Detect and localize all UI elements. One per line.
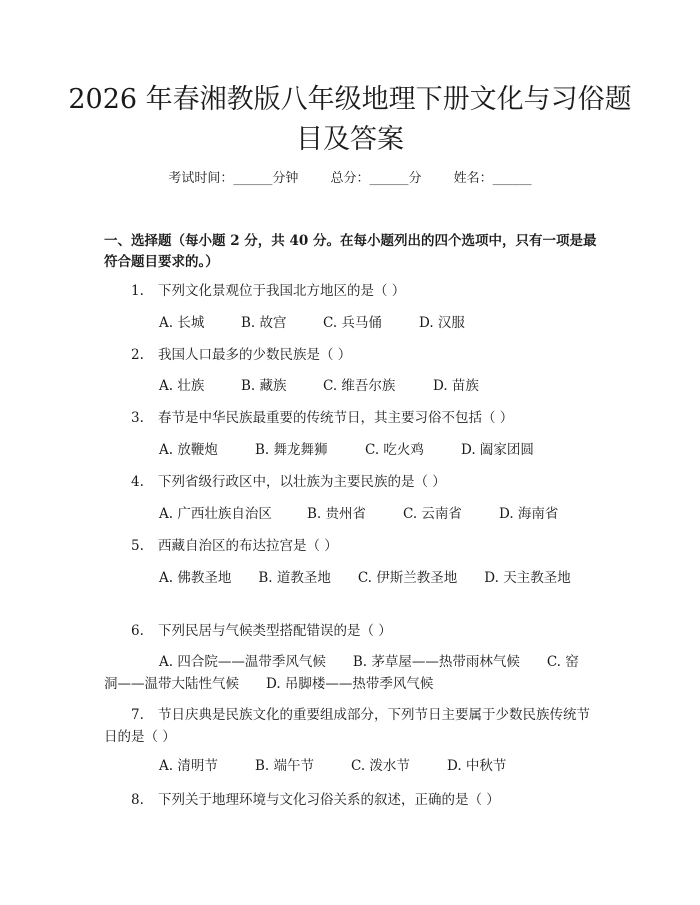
option: D. 阖家团圆	[461, 442, 534, 458]
option: C. 云南省	[403, 506, 462, 522]
question-text: 西藏自治区的布达拉宫是（ ）	[158, 538, 338, 554]
option: D. 海南省	[499, 506, 559, 522]
question-6	[131, 621, 611, 641]
options-3	[159, 440, 609, 460]
exam-meta	[0, 170, 700, 188]
question-number: 4.	[131, 474, 144, 490]
question-number: 5.	[131, 538, 144, 554]
question-number: 3.	[131, 410, 144, 426]
question-text: 下列关于地理环境与文化习俗关系的叙述，正确的是（ ）	[158, 792, 500, 808]
question-3	[131, 408, 611, 428]
option: C. 兵马俑	[323, 315, 382, 331]
question-text: 节日庆典是民族文化的重要组成部分，下列节日主要属于少数民族传统节日的是（ ）	[104, 707, 590, 745]
question-text: 下列民居与气候类型搭配错误的是（ ）	[158, 623, 392, 639]
question-number: 1.	[131, 283, 144, 299]
question-2	[131, 345, 611, 365]
option: C. 吃火鸡	[365, 442, 424, 458]
option: B. 故宫	[241, 315, 287, 331]
options-1	[159, 313, 609, 333]
options-6: A. 四合院——温带季风气候 B. 茅草屋——热带雨林气候 C. 窑洞——温带大陆性气候 D. 吊脚楼——热带季风气候	[104, 654, 579, 692]
section-heading: 一、选择题（每小题 2 分，共 40 分。在每小题列出的四个选项中，只有一项是最符合题目要求的。）	[104, 233, 597, 270]
option: D. 中秋节	[447, 758, 507, 774]
option: C. 维吾尔族	[323, 378, 396, 394]
question-text: 我国人口最多的少数民族是（ ）	[158, 347, 352, 363]
option: A. 壮族	[159, 378, 205, 394]
options-5: A. 佛教圣地 B. 道教圣地 C. 伊斯兰教圣地 D. 天主教圣地	[159, 570, 571, 586]
options-7	[159, 756, 609, 776]
question-text: 下列省级行政区中，以壮族为主要民族的是（ ）	[158, 474, 446, 490]
options-4	[159, 504, 609, 524]
question-number: 6.	[131, 623, 144, 639]
options-2	[159, 376, 609, 396]
question-7	[104, 704, 592, 748]
option: A. 放鞭炮	[159, 442, 218, 458]
option: A. 长城	[159, 315, 205, 331]
exam-time: 考试时间：______分钟	[168, 171, 299, 186]
question-8	[131, 790, 611, 810]
question-5	[131, 536, 611, 556]
question-number: 7.	[131, 707, 144, 723]
option: B. 贵州省	[307, 506, 367, 522]
page-title: 2026 年春湘教版八年级地理下册文化与习俗题目及答案	[68, 84, 632, 155]
question-4	[131, 472, 611, 492]
exam-name: 姓名：______	[453, 171, 532, 186]
option: A. 清明节	[159, 758, 218, 774]
question-text: 春节是中华民族最重要的传统节日，其主要习俗不包括（ ）	[158, 410, 514, 426]
option: B. 藏族	[241, 378, 287, 394]
option: D. 苗族	[433, 378, 479, 394]
option: A. 广西壮族自治区	[159, 506, 272, 522]
option: C. 泼水节	[351, 758, 410, 774]
question-1	[131, 281, 611, 301]
question-number: 2.	[131, 347, 144, 363]
exam-score: 总分：______分	[330, 171, 422, 186]
question-number: 8.	[131, 792, 144, 808]
option: D. 汉服	[419, 315, 465, 331]
question-text: 下列文化景观位于我国北方地区的是（ ）	[158, 283, 406, 299]
option: B. 端午节	[255, 758, 315, 774]
option: B. 舞龙舞狮	[255, 442, 328, 458]
